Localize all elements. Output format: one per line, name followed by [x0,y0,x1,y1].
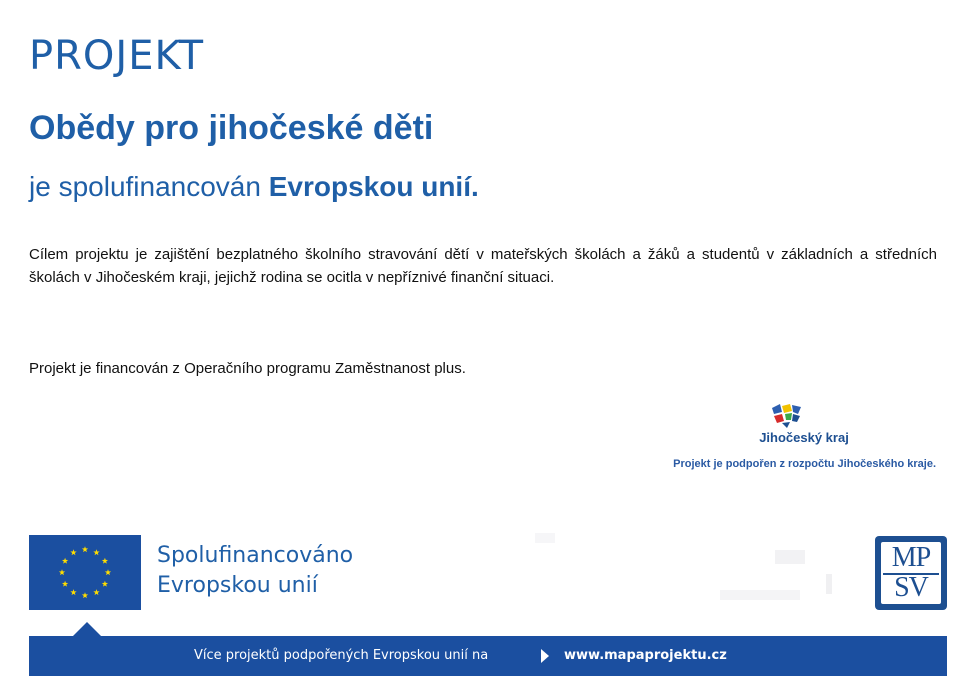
region-support-note: Projekt je podpořen z rozpočtu Jihočeského kraje. [673,458,936,470]
region-name: Jihočeský kraj [759,430,849,445]
page-title: Obědy pro jihočeské děti [29,109,434,147]
faint-mark [826,574,832,594]
eu-cofinanced-line1: Spolufinancováno [157,543,354,568]
arrow-right-icon [541,649,549,663]
faint-mark [535,533,555,543]
eu-cofinanced-line2: Evropskou unií [157,573,318,598]
faint-mark [775,550,805,564]
footer-bar [29,636,947,676]
footer-bar-notch [73,622,101,636]
faint-mark [720,590,800,600]
page-subtitle [29,170,479,204]
mpsv-logo-top: MP [891,542,931,573]
eu-flag-icon [29,535,141,610]
mpsv-logo-inner [881,542,941,604]
project-label: PROJEKT [29,33,205,79]
project-description: Cílem projektu je zajištění bezplatného školního stravování dětí v mateřských školách a žáků a studentů v základních a středních školách v Jihočeském kraji, jejichž rodina se ocitla v nepříznivé finanční situaci. [29,246,937,286]
jihocesky-kraj-logo [770,404,804,428]
subtitle-emphasis: Evropskou unií. [268,171,479,202]
footer-text: Více projektů podpořených Evropskou unií na [194,648,489,663]
footer-link[interactable]: www.mapaprojektu.cz [564,648,727,663]
subtitle-prefix: je spolufinancován [29,171,269,202]
funding-note: Projekt je financován z Operačního programu Zaměstnanost plus. [29,360,466,377]
mpsv-logo [875,536,947,610]
mpsv-logo-bottom: SV [894,572,928,603]
